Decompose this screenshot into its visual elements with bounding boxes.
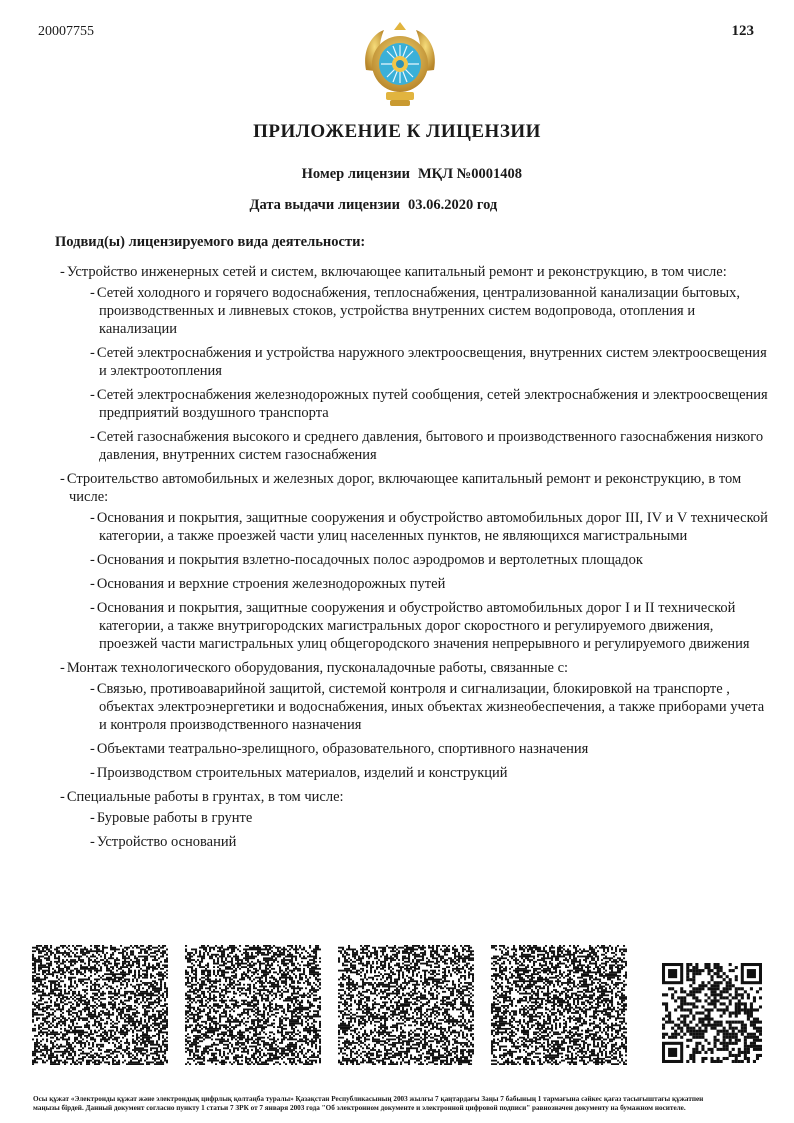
footer-line-ru: маңызы бірдей. Данный документ согласно пункту 1 статьи 7 ЗРК от 7 января 2003 года "Об электронном документе и электронной цифровой подписи" равнозначен документу на бумажном носителе. [33,1104,686,1112]
activity-item: - Устройство инженерных сетей и систем, включающее капитальный ремонт и реконструкцию, в том числе: [60,264,727,280]
activity-group [60,659,775,782]
2d-barcode-icon [338,945,474,1065]
activity-subitem: - Сетей газоснабжения высокого и среднего давления, бытового и производственного газоснабжения низкого давления, внутренних систем газоснабжения [90,429,764,463]
activity-subitem: - Объектами театрально-зрелищного, образовательного, спортивного назначения [90,741,589,757]
page-number: 123 [731,23,754,39]
activity-subitem: - Основания и верхние строения железнодорожных путей [90,576,446,592]
activity-item: - Монтаж технологического оборудования, пусконаладочные работы, связанные с: [60,660,569,676]
activity-group [60,263,775,464]
document-number: 20007755 [38,24,94,39]
activities-list [60,263,775,857]
license-date-label: Дата выдачи лицензии [249,197,400,213]
footer-line-kz: Осы құжат «Электронды құжат және электрондық цифрлық қолтаңба туралы» Қазақстан Республикасының 2003 жылғы 7 қаңтардағы Заңы 7 бабының 1 тармағына сәйкес қағаз тасығыштағы құжатпен [33,1095,704,1103]
activity-group [60,788,775,851]
activity-sublist [90,680,775,782]
activity-subitem: - Сетей электроснабжения железнодорожных путей сообщения, сетей электроснабжения и электроосвещения предприятий воздушного транспорта [90,387,768,421]
2d-barcode-icon [32,945,168,1065]
license-number-label: Номер лицензии [301,166,410,182]
activity-subitem: - Связью, противоаварийной защитой, системой контроля и сигнализации, блокировкой на транспорте , объектах электроэнергетики и водоснабжения, иных объектах жизнеобеспечения, а также приборами учета и контроля производственного назначения [90,681,765,733]
legal-footer [33,1095,773,1113]
activity-subitem: - Устройство оснований [90,834,237,850]
activity-subitem: - Основания и покрытия, защитные сооружения и обустройство автомобильных дорог I и II технической категории, а также внутригородских магистральных дорог скоростного и регулируемого движения, проезжей части магистральных улиц общегородского значения непрерывного и регулируемого движения [90,600,750,652]
state-emblem-icon [360,20,440,110]
qr-code-icon [662,963,762,1063]
activity-subitem: - Сетей холодного и горячего водоснабжения, теплоснабжения, централизованной канализации бытовых, производственных и ливневых стоков, устройства внутренних систем водопровода, отопления и канализации [90,285,740,337]
license-number-row [0,166,522,183]
subtypes-heading: Подвид(ы) лицензируемого вида деятельности: [55,234,366,250]
activity-subitem: - Сетей электроснабжения и устройства наружного электроосвещения, внутренних систем электроосвещения и электроотопления [90,345,767,379]
2d-barcode-icon [185,945,321,1065]
activity-group [60,470,775,653]
activity-subitem: - Основания и покрытия взлетно-посадочных полос аэродромов и вертолетных площадок [90,552,643,568]
license-date-value: 03.06.2020 год [408,197,498,213]
activity-sublist [90,284,775,464]
license-date-row [0,197,497,214]
activity-subitem: - Основания и покрытия, защитные сооружения и обустройство автомобильных дорог III, IV и V технической категории, а также проезжей части улиц населенных пунктов, не являющихся магистральными [90,510,768,544]
2d-barcode-icon [491,945,627,1065]
activity-item: - Специальные работы в грунтах, в том числе: [60,789,344,805]
activity-sublist [90,509,775,653]
activity-item: - Строительство автомобильных и железных дорог, включающее капитальный ремонт и реконструкцию, в том числе: [60,471,742,505]
license-number-value: МҚЛ №0001408 [418,166,522,182]
activity-subitem: - Буровые работы в грунте [90,810,253,826]
activity-sublist [90,809,775,851]
document-title: ПРИЛОЖЕНИЕ К ЛИЦЕНЗИИ [253,121,541,142]
activity-subitem: - Производством строительных материалов, изделий и конструкций [90,765,508,781]
